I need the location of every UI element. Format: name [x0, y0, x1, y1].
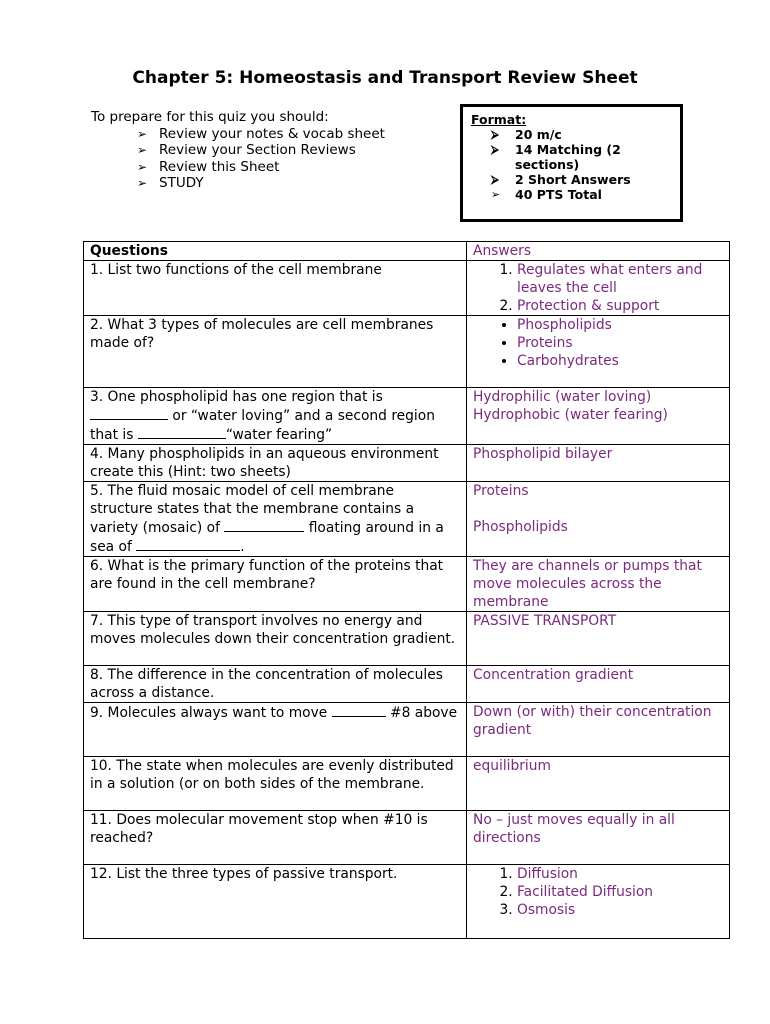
question-cell: 7. This type of transport involves no energy and moves molecules down their concentration gradient.	[84, 612, 467, 666]
answer-item: 2. Protection & support	[517, 297, 723, 315]
table-row	[84, 612, 730, 666]
format-heading: Format:	[471, 112, 527, 127]
preparation-list	[91, 109, 385, 192]
answer-cell	[467, 261, 730, 316]
preparation-item: ➢ STUDY	[137, 175, 385, 192]
table-row	[84, 445, 730, 482]
question-cell: 4. Many phospholipids in an aqueous environment create this (Hint: two sheets)	[84, 445, 467, 482]
table-row	[84, 316, 730, 388]
question-text: 5. The fluid mosaic model of cell membrane structure states that the membrane contains a variety (mosaic) of	[90, 483, 415, 536]
question-text: 9. Molecules always want to move	[90, 705, 332, 721]
question-text: or “water loving” and a second region that is	[90, 408, 435, 443]
question-cell: 12. List the three types of passive transport.	[84, 865, 467, 939]
format-item: ⮚ 14 Matching (2 sections)	[491, 142, 672, 172]
table-row	[84, 666, 730, 703]
question-text: “water fearing”	[225, 427, 333, 443]
table-row	[84, 757, 730, 811]
answer-blank	[136, 537, 240, 551]
answer-cell: Phospholipid bilayer	[467, 445, 730, 482]
question-text: 3. One phospholipid has one region that is	[90, 389, 383, 405]
table-row	[84, 557, 730, 612]
answer-cell	[467, 865, 730, 939]
question-cell: 8. The difference in the concentration of molecules across a distance.	[84, 666, 467, 703]
question-cell: 6. What is the primary function of the proteins that are found in the cell membrane?	[84, 557, 467, 612]
answer-cell: They are channels or pumps that move molecules across the membrane	[467, 557, 730, 612]
table-row	[84, 865, 730, 939]
answer-cell: No – just moves equally in all directions	[467, 811, 730, 865]
table-row	[84, 811, 730, 865]
preparation-item: ➢ Review this Sheet	[137, 159, 385, 176]
answer-item: 1. Regulates what enters and leaves the cell	[517, 261, 723, 297]
answer-line: Phospholipids	[473, 519, 568, 535]
question-cell	[84, 482, 467, 557]
question-cell: 1. List two functions of the cell membrane	[84, 261, 467, 316]
table-header-row	[84, 242, 730, 261]
answer-blank	[332, 703, 386, 717]
format-box	[460, 104, 683, 222]
answer-item: • Carbohydrates	[517, 352, 723, 370]
question-text: #8 above	[385, 705, 458, 721]
question-cell	[84, 703, 467, 757]
answer-item: 3. Osmosis	[517, 901, 723, 919]
question-cell	[84, 388, 467, 445]
answers-header: Answers	[467, 242, 730, 261]
answer-cell	[467, 316, 730, 388]
answer-blank	[90, 406, 168, 420]
page-title: Chapter 5: Homeostasis and Transport Review Sheet	[132, 68, 638, 88]
question-text: floating around in a sea of	[90, 520, 444, 555]
table-row	[84, 261, 730, 316]
format-item: ⮚ 20 m/c	[491, 127, 672, 142]
preparation-item: ➢ Review your notes & vocab sheet	[137, 126, 385, 143]
table-row	[84, 482, 730, 557]
answer-item: 1. Diffusion	[517, 865, 723, 883]
preparation-item: ➢ Review your Section Reviews	[137, 142, 385, 159]
answer-cell	[467, 482, 730, 557]
question-cell: 10. The state when molecules are evenly distributed in a solution (or on both sides of the membrane.	[84, 757, 467, 811]
answer-cell: PASSIVE TRANSPORT	[467, 612, 730, 666]
answer-item: • Proteins	[517, 334, 723, 352]
table-row	[84, 388, 730, 445]
answer-line: Proteins	[473, 483, 529, 499]
review-table	[83, 241, 730, 939]
question-text: .	[240, 539, 245, 555]
answer-cell: Concentration gradient	[467, 666, 730, 703]
answer-cell: equilibrium	[467, 757, 730, 811]
questions-header: Questions	[84, 242, 467, 261]
format-item: ⮚ 2 Short Answers	[491, 172, 672, 187]
answer-blank	[224, 518, 304, 532]
format-item: ➢ 40 PTS Total	[491, 187, 672, 202]
answer-cell: Down (or with) their concentration gradient	[467, 703, 730, 757]
answer-item: • Phospholipids	[517, 316, 723, 334]
table-row	[84, 703, 730, 757]
question-cell: 11. Does molecular movement stop when #10 is reached?	[84, 811, 467, 865]
answer-line: Hydrophobic (water fearing)	[473, 407, 668, 423]
answer-line: Hydrophilic (water loving)	[473, 389, 652, 405]
answer-cell	[467, 388, 730, 445]
answer-blank	[138, 425, 226, 439]
answer-item: 2. Facilitated Diffusion	[517, 883, 723, 901]
question-cell: 2. What 3 types of molecules are cell membranes made of?	[84, 316, 467, 388]
preparation-intro: To prepare for this quiz you should:	[91, 109, 329, 125]
